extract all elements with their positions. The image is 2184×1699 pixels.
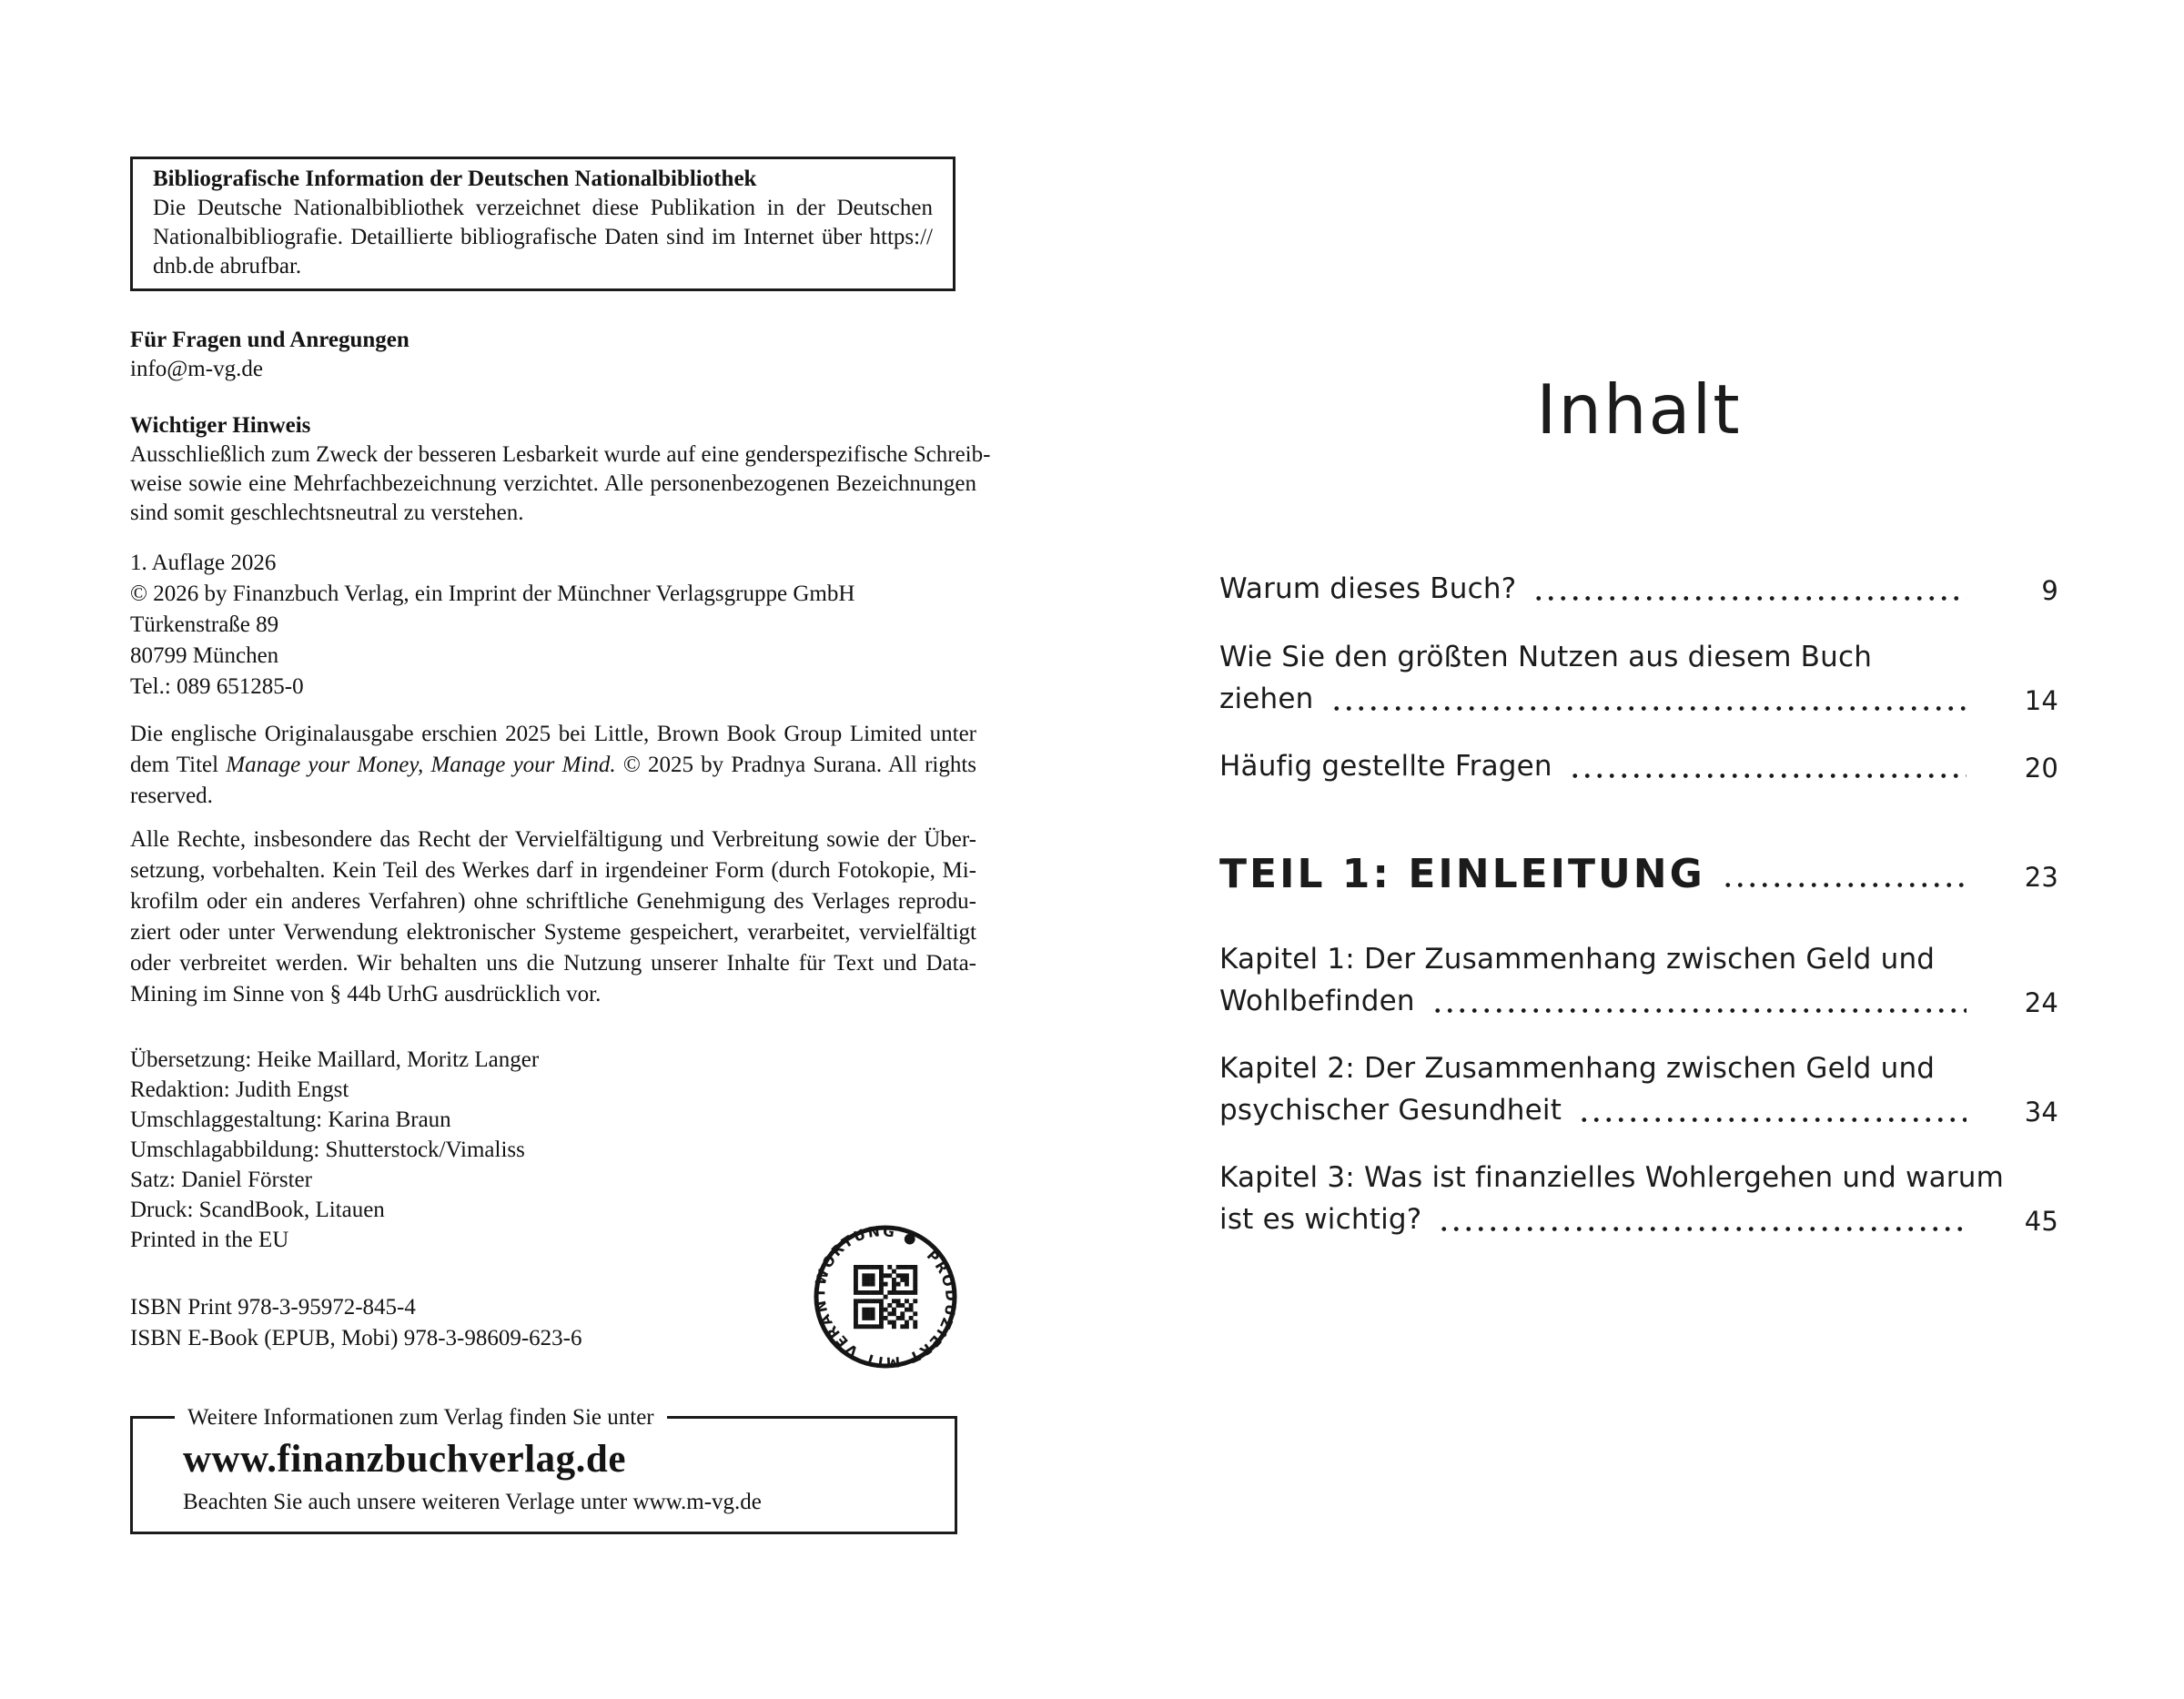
credit-line: Printed in the EU bbox=[130, 1228, 289, 1252]
toc-page-number: 23 bbox=[2024, 862, 2058, 893]
toc-entry-label: Wohlbefinden bbox=[1219, 985, 1415, 1017]
contact-heading: Für Fragen und Anregungen bbox=[130, 328, 410, 352]
original-title-italic: Manage your Money, Manage your Mind. bbox=[226, 753, 616, 777]
toc-entry-label: ziehen bbox=[1219, 683, 1314, 715]
credit-line: Satz: Daniel Förster bbox=[130, 1168, 312, 1192]
contact-block bbox=[130, 326, 976, 384]
rights-line: krofilm oder ein anderes Verfahren) ohne schriftliche Genehmigung des Verlages reprodu- bbox=[130, 889, 976, 914]
credit-line: Druck: ScandBook, Litauen bbox=[130, 1198, 385, 1222]
dot-leader bbox=[1330, 706, 1967, 711]
toc-entry-line1: Kapitel 3: Was ist finanzielles Wohlergehen und warum bbox=[1219, 1161, 2004, 1194]
notice-line: sind somit geschlechtsneutral zu verstehen. bbox=[130, 501, 524, 525]
bib-box-line: Nationalbibliografie. Detaillierte bibliografische Daten sind im Internet über https:// bbox=[153, 225, 933, 249]
stamp-text: PRODUZIERT MIT VERANTWORTUNG ● bbox=[812, 1223, 959, 1370]
bibliographic-info-box bbox=[130, 157, 956, 291]
toc-entry bbox=[1219, 569, 2058, 610]
toc-entry-line1: Kapitel 1: Der Zusammenhang zwischen Geld und bbox=[1219, 943, 1936, 976]
contact-email: info@m-vg.de bbox=[130, 357, 263, 381]
bib-box-line: Die Deutsche Nationalbibliothek verzeichnet diese Publikation in der Deutschen bbox=[153, 196, 933, 220]
credit-line: Umschlagabbildung: Shutterstock/Vimaliss bbox=[130, 1138, 525, 1162]
notice-line: Ausschließlich zum Zweck der besseren Lesbarkeit wurde auf eine genderspezifische Schreib- bbox=[130, 442, 991, 467]
isbn-ebook: ISBN E-Book (EPUB, Mobi) 978-3-98609-623-6 bbox=[130, 1326, 582, 1350]
original-edition-text: dem Titel bbox=[130, 753, 219, 777]
edition-block bbox=[130, 548, 976, 703]
dot-leader bbox=[1438, 1227, 1967, 1231]
toc-part-label: TEIL 1: EINLEITUNG bbox=[1219, 851, 1705, 897]
toc-part-heading bbox=[1219, 851, 2058, 898]
original-edition-block bbox=[130, 719, 976, 812]
publisher-url: www.finanzbuchverlag.de bbox=[183, 1438, 626, 1481]
toc-entry bbox=[1219, 1199, 2058, 1240]
credit-line: Redaktion: Judith Engst bbox=[130, 1077, 349, 1102]
toc-page-number: 14 bbox=[2024, 685, 2058, 716]
dot-leader bbox=[1532, 596, 1967, 601]
edition-line: © 2026 by Finanzbuch Verlag, ein Imprint der Münchner Verlagsgruppe GmbH bbox=[130, 582, 855, 606]
original-edition-line: Die englische Originalausgabe erschien 2025 bei Little, Brown Book Group Limited unter bbox=[130, 722, 976, 746]
dot-leader bbox=[1722, 883, 1967, 887]
rights-line: ziert oder unter Verwendung elektronischer Systeme gespeichert, verarbeitet, vervielfältigt bbox=[130, 920, 976, 945]
toc-entry-line1: Kapitel 2: Der Zusammenhang zwischen Geld und bbox=[1219, 1052, 1936, 1085]
notice-line: weise sowie eine Mehrfachbezeichnung verzichtet. Alle personenbezogenen Bezeichnungen bbox=[130, 471, 976, 496]
toc-entry-label: Häufig gestellte Fragen bbox=[1219, 750, 1552, 783]
edition-line: Tel.: 089 651285-0 bbox=[130, 674, 304, 699]
rights-line: Mining im Sinne von § 44b UrhG ausdrücklich vor. bbox=[130, 982, 602, 1006]
contents-title: Inhalt bbox=[1536, 369, 1742, 450]
toc-page-number: 24 bbox=[2024, 987, 2058, 1018]
toc-page-number: 34 bbox=[2024, 1097, 2058, 1128]
rights-line: oder verbreitet werden. Wir behalten uns die Nutzung unserer Inhalte für Text und Data- bbox=[130, 951, 976, 976]
toc-page-number: 45 bbox=[2024, 1206, 2058, 1237]
rights-line: Alle Rechte, insbesondere das Recht der Vervielfältigung und Verbreitung sowie der Über- bbox=[130, 827, 976, 852]
toc-entry bbox=[1219, 746, 2058, 787]
credit-line: Übersetzung: Heike Maillard, Moritz Langer bbox=[130, 1047, 540, 1072]
publisher-note: Weitere Informationen zum Verlag finden Sie unter bbox=[175, 1403, 667, 1432]
credit-line: Umschlaggestaltung: Karina Braun bbox=[130, 1107, 451, 1132]
dot-leader bbox=[1578, 1117, 1967, 1122]
rights-line: setzung, vorbehalten. Kein Teil des Werkes darf in irgendeiner Form (durch Fotokopie, Mi- bbox=[130, 858, 976, 883]
toc-entry-label: ist es wichtig? bbox=[1219, 1203, 1422, 1236]
toc-entry-label: psychischer Gesundheit bbox=[1219, 1094, 1562, 1127]
rights-block bbox=[130, 824, 976, 1010]
notice-heading: Wichtiger Hinweis bbox=[130, 413, 311, 438]
toc-page-number: 20 bbox=[2024, 753, 2058, 784]
toc-entry bbox=[1219, 1090, 2058, 1131]
edition-line: Türkenstraße 89 bbox=[130, 612, 279, 637]
produced-responsibly-stamp bbox=[801, 1212, 970, 1381]
edition-line: 1. Auflage 2026 bbox=[130, 551, 277, 575]
toc-entry bbox=[1219, 981, 2058, 1022]
original-edition-line: reserved. bbox=[130, 784, 213, 808]
notice-block bbox=[130, 411, 991, 528]
toc-entry bbox=[1219, 679, 2058, 720]
publisher-box bbox=[130, 1405, 957, 1534]
original-edition-line bbox=[130, 750, 976, 781]
toc-page-number: 9 bbox=[2041, 575, 2058, 606]
edition-line: 80799 München bbox=[130, 643, 279, 668]
bib-box-line: dnb.de abrufbar. bbox=[153, 254, 302, 278]
bib-box-title: Bibliografische Information der Deutschen Nationalbibliothek bbox=[153, 167, 757, 191]
original-edition-text: © 2025 by Pradnya Surana. All rights bbox=[622, 753, 977, 777]
toc-entry-line1: Wie Sie den größten Nutzen aus diesem Buch bbox=[1219, 641, 1873, 673]
publisher-footer: Beachten Sie auch unsere weiteren Verlage unter www.m-vg.de bbox=[183, 1490, 762, 1514]
dot-leader bbox=[1431, 1008, 1967, 1013]
isbn-print: ISBN Print 978-3-95972-845-4 bbox=[130, 1295, 416, 1320]
dot-leader bbox=[1569, 774, 1967, 778]
toc-entry-label: Warum dieses Buch? bbox=[1219, 572, 1517, 605]
